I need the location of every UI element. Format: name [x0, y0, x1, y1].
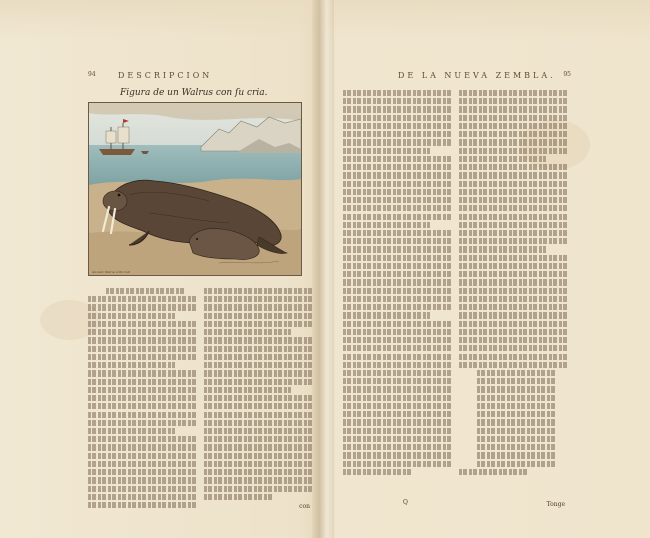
text-line: [459, 263, 568, 269]
text-line: [343, 164, 452, 170]
text-line: [343, 321, 452, 327]
text-line: [343, 329, 452, 335]
text-line: [343, 148, 430, 154]
text-line: [343, 214, 452, 220]
text-line: [343, 156, 452, 162]
text-line: [204, 461, 313, 467]
text-line: [204, 362, 313, 368]
text-line: [459, 106, 568, 112]
right-column-2: [459, 90, 568, 477]
text-line: [459, 205, 568, 211]
left-running-head: DESCRIPCION: [118, 71, 213, 80]
text-line: [88, 354, 197, 360]
text-line: [459, 255, 568, 261]
left-column-1: [88, 288, 197, 510]
text-line: [88, 436, 197, 442]
text-line: [343, 419, 452, 425]
text-line: [459, 271, 568, 277]
text-line: [477, 444, 555, 450]
text-line: [343, 296, 452, 302]
left-page: [88, 71, 314, 528]
left-folio: 94: [88, 71, 96, 78]
text-line: [459, 246, 546, 252]
text-line: [459, 304, 568, 310]
text-line: [343, 452, 452, 458]
left-catchword: con: [299, 503, 310, 510]
text-line: [477, 452, 555, 458]
text-line: [88, 313, 175, 319]
text-line: [459, 123, 568, 129]
plate-caption: Ancient Walrus with Calf: [92, 270, 130, 274]
plate-title: Figura de un Walrus con ſu cria.: [120, 88, 268, 98]
text-line: [88, 428, 175, 434]
right-catchword: Tonge: [546, 501, 565, 508]
text-line: [88, 321, 197, 327]
text-line: [343, 181, 452, 187]
text-line: [477, 461, 555, 467]
text-line: [88, 461, 197, 467]
text-line: [204, 379, 313, 385]
text-line: [459, 345, 568, 351]
text-line: [343, 304, 452, 310]
text-line: [459, 181, 568, 187]
text-line: [204, 428, 313, 434]
text-line: [459, 197, 568, 203]
text-line: [343, 436, 452, 442]
text-line: [204, 420, 313, 426]
text-line: [343, 222, 430, 228]
text-line: [88, 502, 197, 508]
text-line: [204, 346, 313, 352]
text-line: [459, 312, 568, 318]
text-line: [204, 387, 291, 393]
text-line: [343, 428, 452, 434]
text-line: [88, 477, 197, 483]
text-line: [343, 263, 452, 269]
text-line: [343, 115, 452, 121]
text-line: [204, 486, 313, 492]
text-line: [477, 403, 555, 409]
text-line: [343, 469, 411, 475]
text-line: [459, 296, 568, 302]
left-column-2: [204, 288, 313, 510]
text-line: [343, 246, 452, 252]
text-line: [343, 461, 452, 467]
walrus-illustration: [89, 103, 301, 275]
text-line: [459, 156, 546, 162]
text-line: [88, 346, 197, 352]
text-line: [106, 288, 184, 294]
text-line: [343, 337, 452, 343]
text-line: [204, 329, 291, 335]
signature-mark: Q: [403, 499, 408, 506]
text-line: [204, 354, 313, 360]
text-line: [459, 214, 568, 220]
text-line: [88, 403, 197, 409]
text-line: [477, 386, 555, 392]
text-line: [88, 329, 197, 335]
text-line: [459, 238, 568, 244]
text-line: [343, 139, 452, 145]
text-line: [204, 313, 313, 319]
text-line: [204, 370, 313, 376]
text-line: [343, 197, 452, 203]
text-line: [459, 230, 568, 236]
text-line: [204, 453, 313, 459]
text-line: [459, 131, 568, 137]
text-line: [204, 296, 313, 302]
text-line: [459, 148, 568, 154]
text-line: [343, 255, 452, 261]
center-fold: [312, 0, 334, 538]
text-line: [477, 436, 555, 442]
text-line: [459, 469, 527, 475]
text-line: [88, 420, 197, 426]
text-line: [88, 337, 197, 343]
text-line: [88, 387, 197, 393]
text-line: [477, 428, 555, 434]
text-line: [343, 345, 452, 351]
text-line: [88, 494, 197, 500]
text-line: [459, 139, 568, 145]
text-line: [459, 337, 568, 343]
text-line: [459, 329, 568, 335]
text-line: [477, 411, 555, 417]
text-line: [88, 412, 197, 418]
text-line: [343, 123, 452, 129]
text-line: [477, 395, 555, 401]
text-line: [343, 131, 452, 137]
text-line: [88, 395, 197, 401]
right-page: [343, 71, 571, 528]
text-line: [459, 321, 568, 327]
text-line: [204, 469, 313, 475]
text-line: [459, 279, 568, 285]
text-line: [88, 453, 197, 459]
text-line: [459, 115, 568, 121]
text-line: [459, 172, 568, 178]
text-line: [343, 205, 452, 211]
text-line: [343, 411, 452, 417]
text-line: [343, 238, 452, 244]
text-line: [343, 403, 452, 409]
text-line: [204, 395, 313, 401]
text-line: [459, 189, 568, 195]
text-line: [343, 378, 452, 384]
text-line: [88, 379, 197, 385]
walrus-engraving: [88, 102, 302, 276]
text-line: [204, 436, 313, 442]
text-line: [343, 312, 430, 318]
text-line: [343, 189, 452, 195]
text-line: [204, 444, 313, 450]
text-line: [343, 386, 452, 392]
text-line: [343, 395, 452, 401]
right-text-columns: [343, 90, 569, 477]
text-line: [343, 370, 452, 376]
text-line: [343, 288, 452, 294]
text-line: [88, 304, 197, 310]
text-line: [88, 486, 197, 492]
text-line: [343, 98, 452, 104]
text-line: [88, 444, 197, 450]
text-line: [88, 469, 197, 475]
text-line: [343, 444, 452, 450]
text-line: [88, 362, 175, 368]
text-line: [204, 288, 313, 294]
text-line: [477, 370, 555, 376]
text-line: [343, 354, 452, 360]
text-line: [204, 403, 313, 409]
text-line: [88, 296, 197, 302]
text-line: [459, 354, 568, 360]
text-line: [343, 172, 452, 178]
text-line: [204, 494, 272, 500]
text-line: [204, 477, 313, 483]
text-line: [204, 337, 313, 343]
text-line: [343, 230, 452, 236]
text-line: [343, 362, 452, 368]
text-line: [459, 90, 568, 96]
text-line: [88, 370, 197, 376]
text-line: [343, 90, 452, 96]
text-line: [477, 378, 555, 384]
left-text-columns: [88, 288, 314, 510]
text-line: [204, 412, 313, 418]
text-line: [343, 279, 452, 285]
right-folio: 95: [563, 71, 571, 78]
text-line: [459, 98, 568, 104]
right-running-head: DE LA NUEVA ZEMBLA.: [398, 71, 556, 80]
text-line: [459, 288, 568, 294]
text-line: [343, 271, 452, 277]
text-line: [459, 222, 568, 228]
right-column-1: [343, 90, 452, 477]
text-line: [204, 321, 313, 327]
text-line: [459, 164, 568, 170]
text-line: [477, 419, 555, 425]
text-line: [204, 304, 313, 310]
text-line: [459, 362, 568, 368]
text-line: [343, 106, 452, 112]
